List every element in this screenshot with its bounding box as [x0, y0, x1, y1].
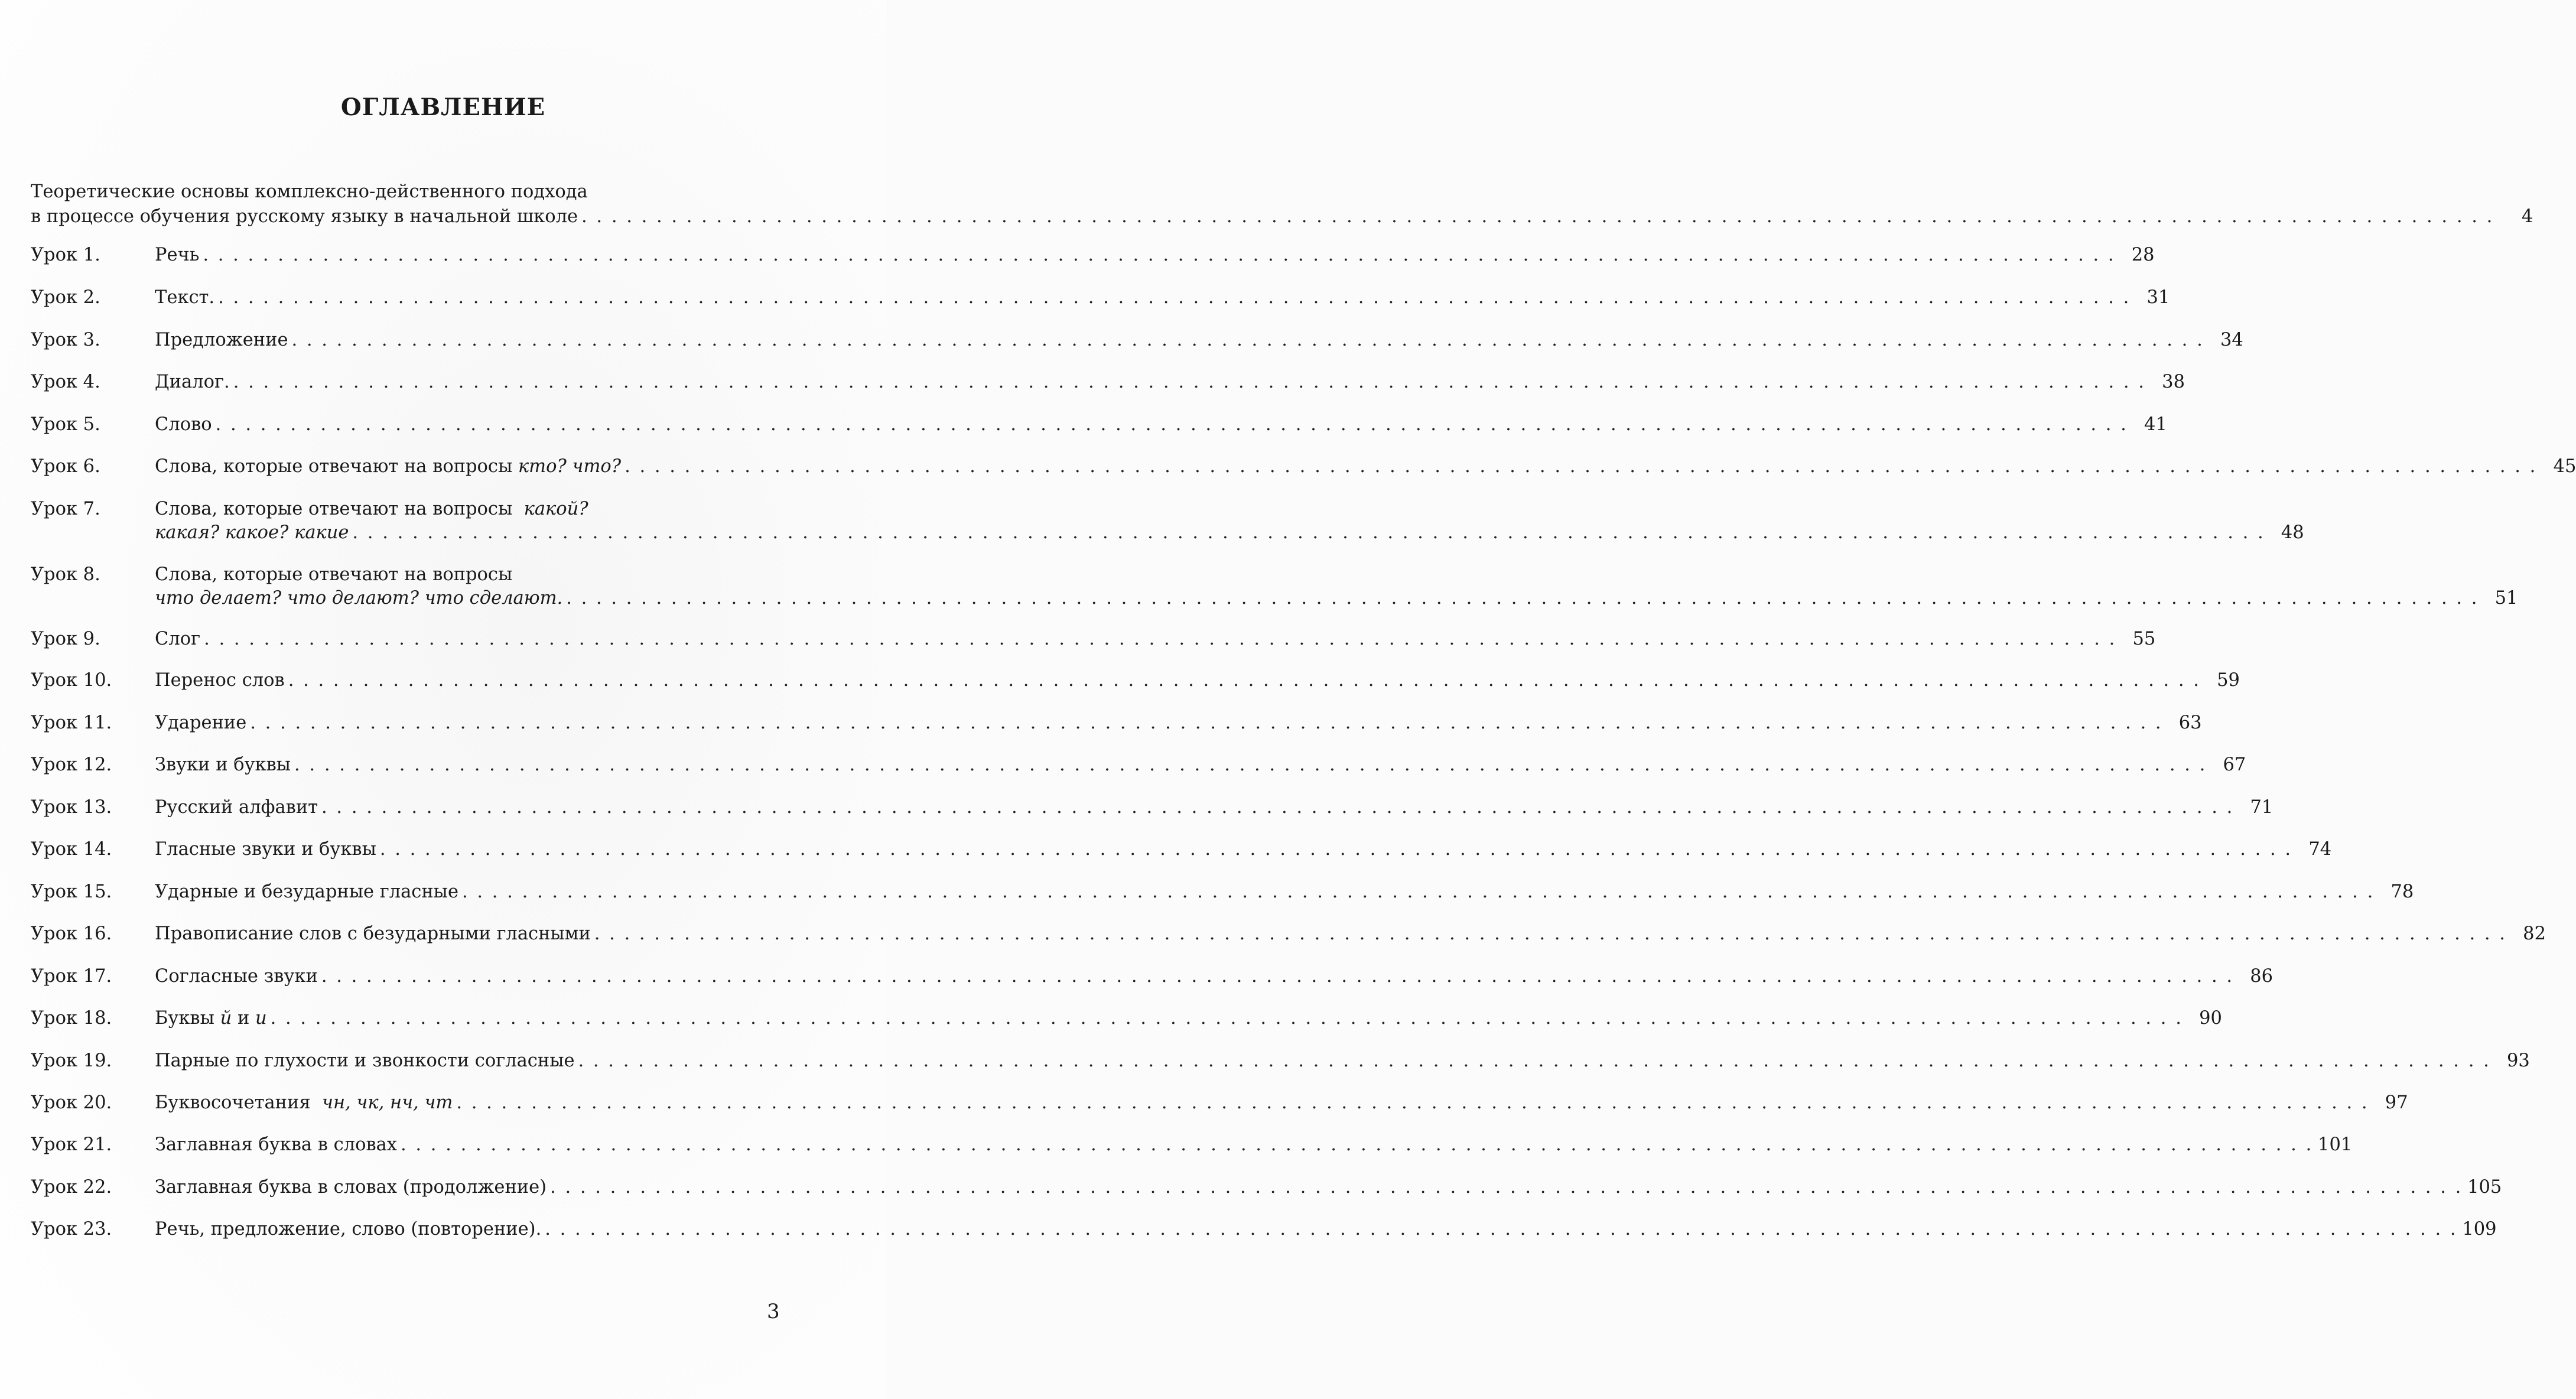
dot-leader	[462, 880, 2375, 904]
toc-entry-lesson-3[interactable]	[31, 328, 2243, 352]
lesson-title-italic: какой?	[523, 499, 588, 519]
dot-leader	[292, 328, 2204, 352]
lesson-title: Русский алфавит	[155, 797, 318, 818]
lesson-title-italic: кто? что?	[518, 456, 622, 477]
lesson-page: 82	[2523, 923, 2546, 944]
lesson-number: Урок 22.	[31, 1177, 112, 1198]
lesson-number: Урок 21.	[31, 1134, 112, 1155]
toc-entry-lesson-11[interactable]	[31, 711, 2202, 735]
lesson-title: Буквы	[155, 1008, 214, 1029]
toc-entry-lesson-10[interactable]	[31, 669, 2240, 692]
lesson-page: 78	[2390, 881, 2414, 902]
lesson-title: Перенос слов	[155, 670, 285, 691]
toc-entry-lesson-15[interactable]	[31, 880, 2414, 904]
lesson-title: Ударение	[155, 712, 247, 733]
lesson-title: Правописание слов с безударными гласными	[155, 923, 591, 944]
lesson-page: 31	[2146, 287, 2170, 308]
lesson-title-italic-2: и	[255, 1008, 267, 1029]
dot-leader	[594, 922, 2507, 946]
lesson-number: Урок 16.	[31, 923, 112, 944]
dot-leader	[204, 627, 2116, 651]
toc-intro-entry[interactable]	[31, 180, 2533, 229]
lesson-number: Урок 12.	[31, 754, 112, 775]
lesson-number: Урок 9.	[31, 629, 100, 649]
lesson-number: Урок 10.	[31, 670, 112, 691]
dot-leader	[250, 711, 2162, 735]
dot-leader	[581, 204, 2494, 229]
page-number: 3	[767, 1300, 780, 1323]
lesson-page: 41	[2144, 414, 2167, 435]
toc-entry-lesson-18[interactable]	[31, 1007, 2222, 1030]
toc-entry-lesson-21[interactable]	[31, 1133, 2353, 1157]
lesson-title: Звуки и буквы	[155, 754, 291, 775]
lesson-title: Диалог.	[155, 372, 230, 392]
dot-leader	[203, 243, 2115, 267]
intro-page-number: 4	[2521, 206, 2533, 227]
toc-entry-lesson-12[interactable]	[31, 753, 2246, 777]
lesson-page: 71	[2250, 797, 2273, 818]
dot-leader	[578, 1049, 2491, 1073]
lesson-title-mid: и	[237, 1008, 250, 1029]
lesson-page: 55	[2132, 629, 2156, 649]
lesson-number: Урок 4.	[31, 372, 100, 392]
lesson-title: Заглавная буква в словах	[155, 1134, 398, 1155]
lesson-page: 34	[2220, 330, 2243, 350]
toc-entry-lesson-4[interactable]	[31, 370, 2185, 394]
dot-leader	[216, 413, 2128, 437]
lesson-page: 74	[2308, 839, 2332, 860]
lesson-title: Речь	[155, 245, 200, 265]
dot-leader	[550, 1176, 2463, 1199]
page-title: ОГЛАВЛЕНИЕ	[340, 93, 546, 121]
dot-leader	[233, 370, 2146, 394]
lesson-number: Урок 20.	[31, 1092, 112, 1113]
toc-entry-lesson-2[interactable]	[31, 286, 2170, 310]
lesson-number: Урок 14.	[31, 839, 112, 860]
lesson-page: 93	[2506, 1050, 2530, 1071]
lesson-title: Буквосочетания	[155, 1092, 311, 1113]
intro-line-1: Теоретические основы комплексно-действенного подхода	[31, 181, 588, 202]
dot-leader	[456, 1091, 2369, 1115]
toc-entry-lesson-14[interactable]	[31, 838, 2332, 861]
lesson-number: Урок 1.	[31, 245, 100, 265]
lesson-title: Слово	[155, 414, 212, 435]
lesson-title: Слова, которые отвечают на вопросы	[155, 456, 513, 477]
lesson-page: 63	[2178, 712, 2202, 733]
lesson-title: Текст.	[155, 287, 215, 308]
toc-entry-lesson-9[interactable]	[31, 627, 2156, 651]
lesson-page: 90	[2199, 1008, 2222, 1029]
lesson-page: 51	[2494, 588, 2518, 609]
lesson-number: Урок 6.	[31, 456, 100, 477]
dot-leader	[271, 1007, 2183, 1030]
lesson-page: 45	[2553, 456, 2576, 477]
lesson-page: 97	[2385, 1092, 2408, 1113]
toc-entry-lesson-20[interactable]	[31, 1091, 2408, 1115]
dot-leader	[380, 838, 2292, 861]
lesson-page: 38	[2162, 372, 2185, 392]
lesson-title: Предложение	[155, 330, 288, 350]
lesson-title-italic-line2: что делает? что делают? что сделают.	[155, 588, 563, 609]
dot-leader	[352, 521, 2265, 545]
lesson-page: 28	[2131, 245, 2155, 265]
toc-entry-lesson-1[interactable]	[31, 243, 2155, 267]
toc-entry-lesson-22[interactable]	[31, 1176, 2502, 1199]
dot-leader	[566, 587, 2479, 610]
lesson-title: Речь, предложение, слово (повторение).	[155, 1219, 542, 1239]
lesson-page: 67	[2223, 754, 2246, 775]
lesson-number: Урок 17.	[31, 966, 112, 987]
lesson-title: Парные по глухости и звонкости согласные	[155, 1050, 575, 1071]
lesson-title: Ударные и безударные гласные	[155, 881, 459, 902]
toc-entry-lesson-7[interactable]	[31, 497, 2304, 545]
lesson-number: Урок 11.	[31, 712, 112, 733]
lesson-number: Урок 23.	[31, 1219, 112, 1239]
lesson-number: Урок 8.	[31, 564, 100, 585]
lesson-title: Слова, которые отвечают на вопросы	[155, 564, 513, 585]
lesson-number: Урок 7.	[31, 499, 100, 519]
toc-entry-lesson-19[interactable]	[31, 1049, 2530, 1073]
toc-entry-lesson-8[interactable]	[31, 563, 2518, 610]
lesson-page: 48	[2281, 522, 2304, 543]
lesson-title-italic-line2: какая? какое? какие	[155, 522, 349, 543]
toc-entry-lesson-5[interactable]	[31, 413, 2167, 437]
lesson-number: Урок 15.	[31, 881, 112, 902]
lesson-number: Урок 2.	[31, 287, 100, 308]
lesson-page: 109	[2462, 1219, 2497, 1239]
toc-entry-lesson-16[interactable]	[31, 922, 2546, 946]
dot-leader	[545, 1218, 2457, 1241]
lesson-number: Урок 5.	[31, 414, 100, 435]
toc-entry-lesson-23[interactable]	[31, 1218, 2497, 1241]
lesson-page: 105	[2467, 1177, 2502, 1198]
lesson-title: Слова, которые отвечают на вопросы	[155, 499, 513, 519]
lesson-title-italic: чн, чк, нч, чт	[321, 1092, 453, 1113]
toc-entry-lesson-17[interactable]	[31, 965, 2273, 988]
lesson-page: 86	[2250, 966, 2273, 987]
dot-leader	[321, 965, 2234, 988]
dot-leader	[294, 753, 2207, 777]
dot-leader	[288, 669, 2201, 692]
lesson-title: Слог	[155, 629, 201, 649]
lesson-page: 101	[2318, 1134, 2353, 1155]
lesson-title: Гласные звуки и буквы	[155, 839, 376, 860]
lesson-number: Урок 13.	[31, 797, 112, 818]
toc-entry-lesson-6[interactable]	[31, 455, 2576, 479]
dot-leader	[625, 455, 2537, 479]
lesson-title: Заглавная буква в словах (продолжение)	[155, 1177, 547, 1198]
lesson-title: Согласные звуки	[155, 966, 318, 987]
lesson-page: 59	[2217, 670, 2240, 691]
lesson-number: Урок 3.	[31, 330, 100, 350]
lesson-title-italic: й	[220, 1008, 232, 1029]
lesson-number: Урок 18.	[31, 1008, 112, 1029]
dot-leader	[321, 796, 2234, 819]
toc-entry-lesson-13[interactable]	[31, 796, 2273, 819]
lesson-number: Урок 19.	[31, 1050, 112, 1071]
intro-line-2: в процессе обучения русскому языку в начальной школе	[31, 206, 578, 227]
dot-leader	[218, 286, 2131, 310]
dot-leader	[401, 1133, 2313, 1157]
